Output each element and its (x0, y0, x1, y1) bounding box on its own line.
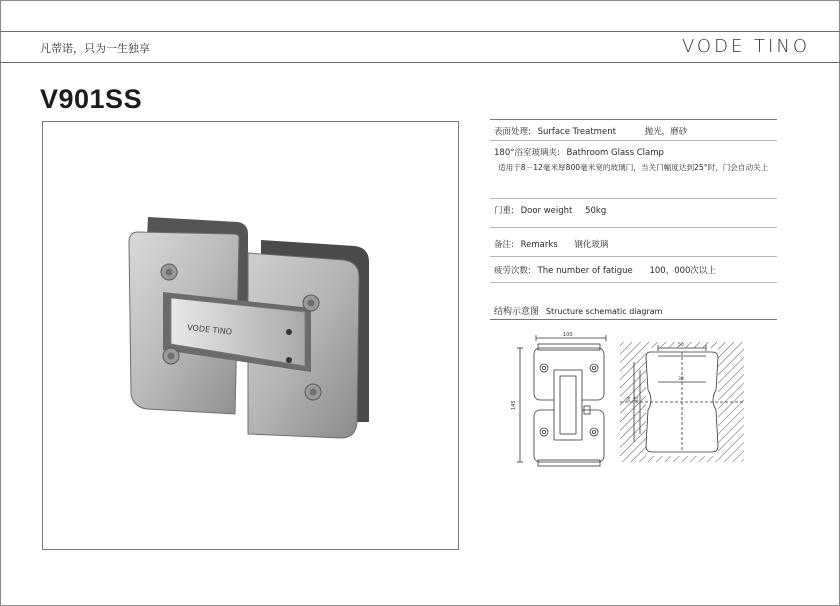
spec-remarks-cn: 备注: (494, 240, 514, 250)
spec-surface-value: 抛光，磨砂 (644, 127, 688, 137)
slogan: 凡蒂诺，只为一生独享 (40, 42, 150, 55)
structure-schematic (508, 330, 753, 470)
spec-rule (490, 198, 777, 199)
diagram-rule (490, 319, 777, 320)
spec-surface-cn: 表面处理: (494, 127, 531, 137)
spec-remarks-en: Remarks (520, 240, 558, 250)
spec-type-row (494, 146, 664, 158)
diagram-title (494, 304, 662, 317)
hinge-engraved-logo: VODE TINO (186, 323, 233, 337)
spec-surface-en: Surface Treatment (537, 127, 616, 137)
product-model: V901SS (40, 84, 143, 114)
spec-fatigue-row (494, 264, 716, 276)
spec-fatigue-en: The number of fatigue (537, 266, 633, 276)
diagram-title-cn: 结构示意图 (494, 307, 540, 317)
spec-remarks-value: 钢化玻璃 (574, 240, 609, 250)
spec-top-rule (490, 119, 777, 120)
brand-logo: VODE TINO (681, 36, 810, 57)
spec-fatigue-value: 100，000次以上 (649, 266, 716, 276)
spec-weight-en: Door weight (520, 206, 573, 216)
spec-usage: 适用于8－12毫米厚800毫米宽的玻璃门，当关门幅度达到25°时，门会自动关上 (498, 163, 769, 172)
spec-rule (490, 227, 777, 228)
diagram-title-en: Structure schematic diagram (545, 307, 663, 316)
header-bottom-rule (0, 62, 840, 63)
hinge-illustration (43, 122, 458, 549)
cross-section (620, 342, 744, 462)
dim-a: 50 (678, 343, 684, 348)
spec-weight-cn: 门重: (494, 206, 514, 216)
spec-rule (490, 140, 777, 141)
spec-remarks-row (494, 238, 608, 250)
spec-type-cn: 180°浴室玻璃夹: (494, 148, 560, 158)
product-photo (42, 121, 459, 550)
dim-d: 30 (678, 377, 684, 382)
dim-c: 45 (635, 396, 640, 402)
spec-type-en: Bathroom Glass Clamp (566, 148, 664, 158)
dim-b: 34 (627, 396, 632, 402)
dim-width: 100 (563, 332, 573, 338)
spec-rule (490, 282, 777, 283)
front-elevation (511, 332, 606, 466)
spec-fatigue-cn: 疲劳次数: (494, 266, 531, 276)
spec-surface-row (494, 125, 687, 137)
header-top-rule (0, 31, 840, 32)
spec-weight-value: 50kg (585, 206, 607, 216)
spec-weight-row (494, 204, 606, 216)
dim-height: 145 (511, 400, 517, 410)
spec-rule (490, 256, 777, 257)
